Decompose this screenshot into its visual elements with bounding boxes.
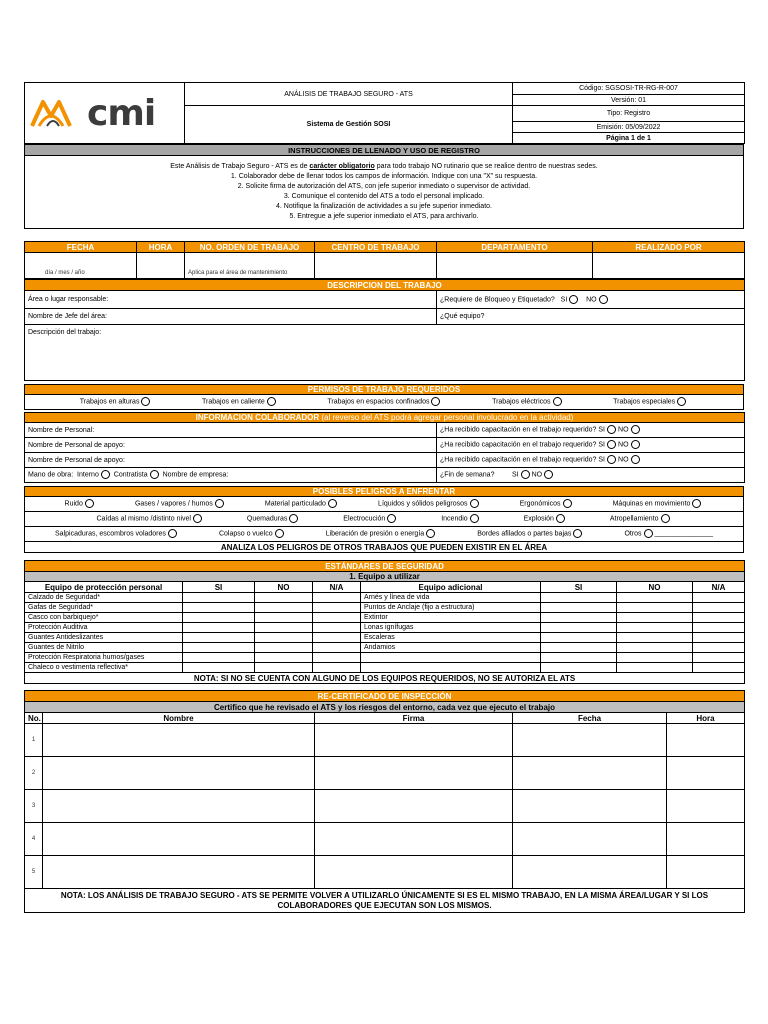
instruction-line: 2. Solicite firma de autorización del ATS, con jefe superior inmediato o supervisor de actividad. <box>237 183 531 190</box>
table-row: 1 <box>25 724 745 757</box>
recert-certifico: Certifico que he revisado el ATS y los riesgos del entorno, cada vez que ejecuto el trabajo <box>25 702 745 713</box>
instruction-line: 1. Colaborador debe de llenar todos los campos de información. Indique con una "X" su respuesta. <box>230 173 538 180</box>
peligro-item[interactable]: Material particulado <box>265 499 339 508</box>
peligro-item[interactable]: Quemaduras <box>247 514 300 523</box>
col-realizado: REALIZADO POR <box>593 242 745 253</box>
col-epp: Equipo de protección personal <box>25 582 183 593</box>
permiso-especiales[interactable]: Trabajos especiales <box>613 397 688 406</box>
instruction-line: 4. Notifique la finalización de actividades a su jefe superior inmediato. <box>276 203 492 210</box>
col-hora: HORA <box>137 242 185 253</box>
equipo-field[interactable]: ¿Qué equipo? <box>437 309 745 325</box>
area-field[interactable]: Área o lugar responsable: <box>25 291 437 309</box>
descripcion-table <box>24 279 745 381</box>
peligro-otros[interactable]: Otros _______________ <box>624 530 713 538</box>
colaborador-table <box>24 412 745 483</box>
peligro-item[interactable]: Incendio <box>441 514 480 523</box>
permiso-caliente[interactable]: Trabajos en caliente <box>202 397 278 406</box>
col-orden: NO. ORDEN DE TRABAJO <box>185 242 315 253</box>
apoyo-field[interactable]: Nombre de Personal de apoyo: <box>25 453 437 468</box>
peligro-item[interactable]: Explosión <box>524 514 567 523</box>
instructions-table <box>24 144 744 229</box>
table-row: Casco con barbiquejo* Extintor <box>25 613 745 623</box>
capacitacion-question: ¿Ha recibido capacitación en el trabajo requerido? SI NO <box>437 453 745 468</box>
col-centro: CENTRO DE TRABAJO <box>315 242 437 253</box>
hora-field[interactable] <box>137 253 185 279</box>
doc-code: Código: SGSOSI-TR-RG-R-007 <box>513 83 745 95</box>
doc-title: ANÁLISIS DE TRABAJO SEGURO - ATS <box>185 83 513 106</box>
recert-table: RE-CERTIFICADO DE INSPECCIÓN Certifico que he revisado el ATS y los riesgos del entorno, cada vez que ejecuto el trabajo No. Nombre Firma Fecha Hora 1 2 3 4 5 NOTA: LOS ANÁLISIS DE TRABAJO SEGURO - ATS SE PERMITE VOLVER A UTILIZARLO ÚNICAMENTE SI ES EL MISMO TRABAJO, EN LA MISMA ÁREA/LUGAR Y SI LOS COLABORADORES QUE EJECUTAN SON LOS MISMOS. <box>24 690 745 913</box>
orden-field[interactable]: Aplica para el área de mantenimiento <box>185 253 315 279</box>
ats-form <box>24 82 744 913</box>
realizado-field[interactable] <box>593 253 745 279</box>
permiso-confinados[interactable]: Trabajos en espacios confinados <box>327 397 442 406</box>
table-row: Chaleco o vestimenta reflectiva* <box>25 663 745 673</box>
instructions-intro: Este Análisis de Trabajo Seguro - ATS es de carácter obligatorio para todo trabajo NO rutinario que se realice dentro de nuestras sedes. <box>170 163 598 170</box>
peligro-item[interactable]: Ruido <box>65 499 96 508</box>
col-fecha: FECHA <box>25 242 137 253</box>
table-row: Protección Auditiva Lonas ignífugas <box>25 623 745 633</box>
cap-si-radio[interactable] <box>607 425 616 434</box>
recert-nota: NOTA: LOS ANÁLISIS DE TRABAJO SEGURO - ATS SE PERMITE VOLVER A UTILIZARLO ÚNICAMENTE SI ES EL MISMO TRABAJO, EN LA MISMA ÁREA/LUGAR Y SI LOS COLABORADORES QUE EJECUTAN SON LOS MISMOS. <box>25 889 745 913</box>
centro-field[interactable] <box>315 253 437 279</box>
peligros-table <box>24 486 744 553</box>
instruction-line: 3. Comunique el contenido del ATS a todo el personal implicado. <box>283 193 485 200</box>
bloqueo-si-radio[interactable] <box>569 295 578 304</box>
fin-semana-question: ¿Fin de semana? SI NO <box>437 468 745 483</box>
descripcion-title: DESCRIPCION DEL TRABAJO <box>25 280 745 291</box>
peligro-item[interactable]: Atropellamiento <box>610 514 672 523</box>
table-row: 2 <box>25 757 745 790</box>
table-row: 3 <box>25 790 745 823</box>
permiso-electricos[interactable]: Trabajos eléctricos <box>492 397 564 406</box>
col-adicional: Equipo adicional <box>361 582 541 593</box>
cmi-logo-icon <box>29 96 81 130</box>
instructions-title: INSTRUCCIONES DE LLENADO Y USO DE REGISTRO <box>25 145 744 156</box>
peligros-title: POSIBLES PELIGROS A ENFRENTAR <box>25 487 744 497</box>
logo-text: cmi <box>87 92 156 134</box>
permiso-alturas[interactable]: Trabajos en alturas <box>80 397 153 406</box>
table-row: Gafas de Seguridad* Puntos de Anclaje (fijo a estructura) <box>25 603 745 613</box>
bloqueo-question: ¿Requiere de Bloqueo y Etiquetado? SI NO <box>437 291 745 309</box>
general-info-table <box>24 241 745 279</box>
peligro-item[interactable]: Ergonómicos <box>520 499 574 508</box>
table-row: Calzado de Seguridad* Arnés y línea de vida <box>25 593 745 603</box>
mano-obra-row: Mano de obra: Interno Contratista Nombre de empresa: <box>25 468 437 483</box>
table-row: Guantes Antideslizantes Escaleras <box>25 633 745 643</box>
permisos-title: PERMISOS DE TRABAJO REQUERIDOS <box>25 385 744 395</box>
peligro-item[interactable]: Bordes afilados o partes bajas <box>477 529 584 538</box>
apoyo-field[interactable]: Nombre de Personal de apoyo: <box>25 438 437 453</box>
peligro-item[interactable]: Colapso o vuelco <box>219 529 286 538</box>
peligro-item[interactable]: Gases / vapores / humos <box>135 499 226 508</box>
instructions-body <box>25 156 744 229</box>
personal-field[interactable]: Nombre de Personal: <box>25 423 437 438</box>
permisos-table <box>24 384 744 410</box>
doc-system: Sistema de Gestión SOSI <box>185 106 513 144</box>
peligro-item[interactable]: Salpicaduras, escombros voladores <box>55 529 179 538</box>
jefe-field[interactable]: Nombre de Jefe del área: <box>25 309 437 325</box>
capacitacion-question: ¿Ha recibido capacitación en el trabajo requerido? SI NO <box>437 438 745 453</box>
analiza-otros: ANALIZA LOS PELIGROS DE OTROS TRABAJOS QUE PUEDEN EXISTIR EN EL ÁREA <box>25 542 744 553</box>
col-departamento: DEPARTAMENTO <box>437 242 593 253</box>
peligro-item[interactable]: Liberación de presión o energía <box>326 529 437 538</box>
doc-page: Página 1 de 1 <box>513 133 745 144</box>
doc-version: Versión: 01 <box>513 95 745 106</box>
capacitacion-question: ¿Ha recibido capacitación en el trabajo requerido? SI NO <box>437 423 745 438</box>
header-table <box>24 82 745 144</box>
peligro-item[interactable]: Líquidos y sólidos peligrosos <box>378 499 481 508</box>
interno-radio[interactable] <box>101 470 110 479</box>
table-row: Guantes de Nitrilo Andamios <box>25 643 745 653</box>
peligro-item[interactable]: Máquinas en movimiento <box>613 499 704 508</box>
estandares-title: ESTÁNDARES DE SEGURIDAD <box>25 561 745 572</box>
doc-type: Tipo: Registro <box>513 106 745 122</box>
logo <box>25 83 185 144</box>
contratista-radio[interactable] <box>150 470 159 479</box>
cap-no-radio[interactable] <box>631 425 640 434</box>
estandares-table: ESTÁNDARES DE SEGURIDAD 1. Equipo a utilizar Equipo de protección personal SI NO N/A Equipo adicional SI NO N/A Calzado de Seguridad* Arnés y línea de vida Gafas de Seguridad* Puntos de Anclaje (fijo a estructura) Casco con barbiquejo* Extintor Protección Auditiva Lonas ignífugas Guantes Antideslizantes Escaleras Guantes de Nitrilo Andamios Protección Respiratoria humos/gases Chaleco o vestimenta reflectiva* NOTA: SI NO SE CUENTA CON ALGUNO DE LOS EQUIPOS REQUERIDOS, NO SE AUTORIZA EL ATS <box>24 560 745 684</box>
bloqueo-no-radio[interactable] <box>599 295 608 304</box>
doc-emission: Emisión: 05/09/2022 <box>513 122 745 133</box>
colaborador-title: INFORMACION COLABORADOR (al reverso del ATS podrá agregar personal involucrado en la actividad) <box>25 413 745 423</box>
fecha-field[interactable]: día / mes / año <box>25 253 137 279</box>
table-row: Protección Respiratoria humos/gases <box>25 653 745 663</box>
peligro-item[interactable]: Electrocución <box>343 514 398 523</box>
instruction-line: 5. Entregue a jefe superior inmediato el ATS, para archivarlo. <box>289 213 479 220</box>
table-row: 4 <box>25 823 745 856</box>
estandares-nota: NOTA: SI NO SE CUENTA CON ALGUNO DE LOS EQUIPOS REQUERIDOS, NO SE AUTORIZA EL ATS <box>25 673 745 684</box>
peligro-item[interactable]: Caídas al mismo /distinto nivel <box>96 514 204 523</box>
recert-title: RE-CERTIFICADO DE INSPECCIÓN <box>25 691 745 702</box>
descripcion-field[interactable]: Descripción del trabajo: <box>25 325 745 381</box>
equipo-subtitle: 1. Equipo a utilizar <box>25 572 745 582</box>
table-row: 5 <box>25 856 745 889</box>
departamento-field[interactable] <box>437 253 593 279</box>
